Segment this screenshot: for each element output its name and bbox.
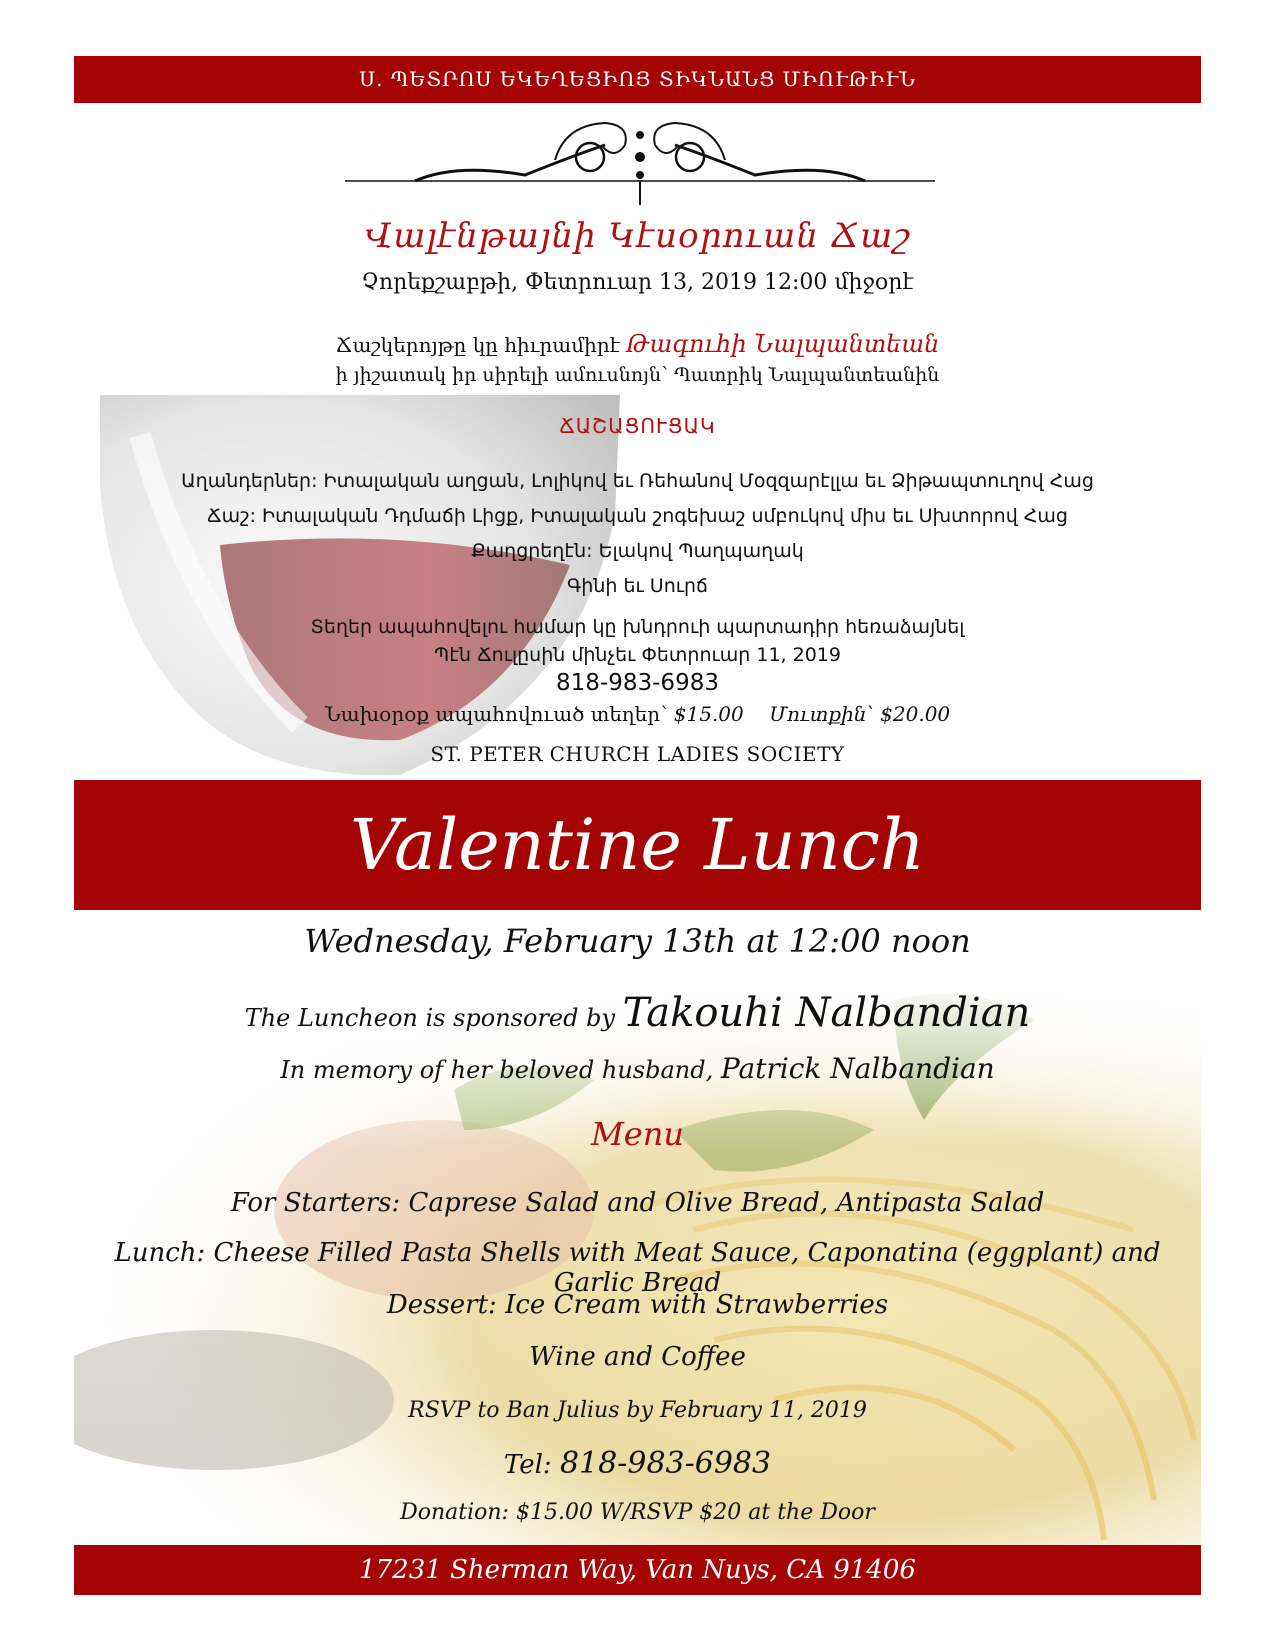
armenian-sponsor-prefix: Ճաշկերոյթը կը հիւրամիրէ	[335, 333, 627, 357]
english-menu-item: Dessert: Ice Cream with Strawberries	[386, 1290, 889, 1320]
society-english-name: ST. PETER CHURCH LADIES SOCIETY	[430, 742, 845, 766]
english-sponsor-name: Takouhi Nalbandian	[622, 990, 1031, 1036]
english-sponsor-line	[74, 990, 1201, 1036]
armenian-sponsor-name: Թագուհի Նալպանտեան	[626, 330, 940, 358]
english-menu-item: For Starters: Caprese Salad and Olive Bread, Antipasta Salad	[230, 1188, 1045, 1218]
armenian-event-title: Վալէնթայնի Կէսօրուան Ճաշ	[364, 216, 910, 256]
english-rsvp: RSVP to Ban Julius by February 11, 2019	[408, 1398, 867, 1423]
flourish-ornament-icon	[345, 115, 935, 210]
english-tel-label: Tel:	[503, 1450, 560, 1480]
english-memory-prefix: In memory of her beloved husband,	[280, 1056, 721, 1084]
armenian-rsvp-line1: Տեղեր ապահովելու համար կը խնդրուի պարտադիր հեռաձայնել	[310, 616, 965, 638]
footer-address: 17231 Sherman Way, Van Nuys, CA 91406	[359, 1555, 916, 1585]
armenian-price-prefix: Նախօրօք ապահովուած տեղեր՝	[324, 702, 674, 726]
english-sponsor-prefix: The Luncheon is sponsored by	[244, 1004, 623, 1032]
armenian-menu-item: Ճաշ: Իտալական Դդմաճի Լիցք, Իտալական շոգեխաշ սմբուկով միս եւ Սխտորով Հաց	[207, 505, 1068, 527]
armenian-event-date: Չորեքշաբթի, Փետրուար 13, 2019 12:00 միջօրէ	[361, 270, 914, 295]
header-band	[74, 56, 1201, 103]
armenian-rsvp-line2: Պէն Ճուլըսին մինչեւ Փետրուար 11, 2019	[434, 644, 841, 666]
english-tel-line	[74, 1446, 1201, 1481]
armenian-price-door-label: Մուտքին՝	[769, 702, 881, 726]
title-banner	[74, 780, 1201, 910]
armenian-price-line	[74, 702, 1201, 726]
english-event-date: Wednesday, February 13th at 12:00 noon	[304, 922, 971, 960]
armenian-menu-item: Աղանդերներ: Իտալական աղցան, Լոլիկով եւ Ռեհանով Մօզզարէլլա եւ Ձիթապտուղով Հաց	[181, 470, 1094, 492]
society-armenian-title: Ս. ՊԵՏՐՈՍ ԵԿԵՂԵՑԻՈՅ ՏԻԿՆԱՆՑ ՄԻՈՒԹԻՒՆ	[359, 67, 916, 91]
english-donation: Donation: $15.00 W/RSVP $20 at the Door	[400, 1500, 875, 1525]
english-memory-name: Patrick Nalbandian	[720, 1052, 995, 1085]
armenian-sponsor-line	[74, 330, 1201, 358]
armenian-phone: 818-983-6983	[556, 670, 719, 696]
english-menu-heading: Menu	[591, 1115, 684, 1153]
english-menu-item: Wine and Coffee	[529, 1342, 746, 1372]
english-menu-item: Lunch: Cheese Filled Pasta Shells with Meat Sauce, Caponatina (eggplant) and Garlic Bread	[114, 1238, 1161, 1298]
armenian-price-door: $20.00	[880, 702, 951, 726]
armenian-price-reserved: $15.00	[673, 702, 744, 726]
armenian-menu-heading: ՃԱՇԱՑՈՒՑԱԿ	[559, 414, 716, 438]
banner-title: Valentine Lunch	[350, 804, 925, 886]
armenian-menu-item: Քաղցրեղէն: Ելակով Պաղպաղակ	[471, 540, 804, 562]
english-tel: 818-983-6983	[559, 1446, 772, 1481]
footer-band	[74, 1545, 1201, 1595]
english-memory-line	[74, 1052, 1201, 1085]
armenian-menu-item: Գինի եւ Սուրճ	[566, 575, 708, 597]
armenian-memory-line: ի յիշատակ իր սիրելի ամուսնոյն՝ Պատրիկ Նալպանտեանին	[335, 364, 940, 386]
